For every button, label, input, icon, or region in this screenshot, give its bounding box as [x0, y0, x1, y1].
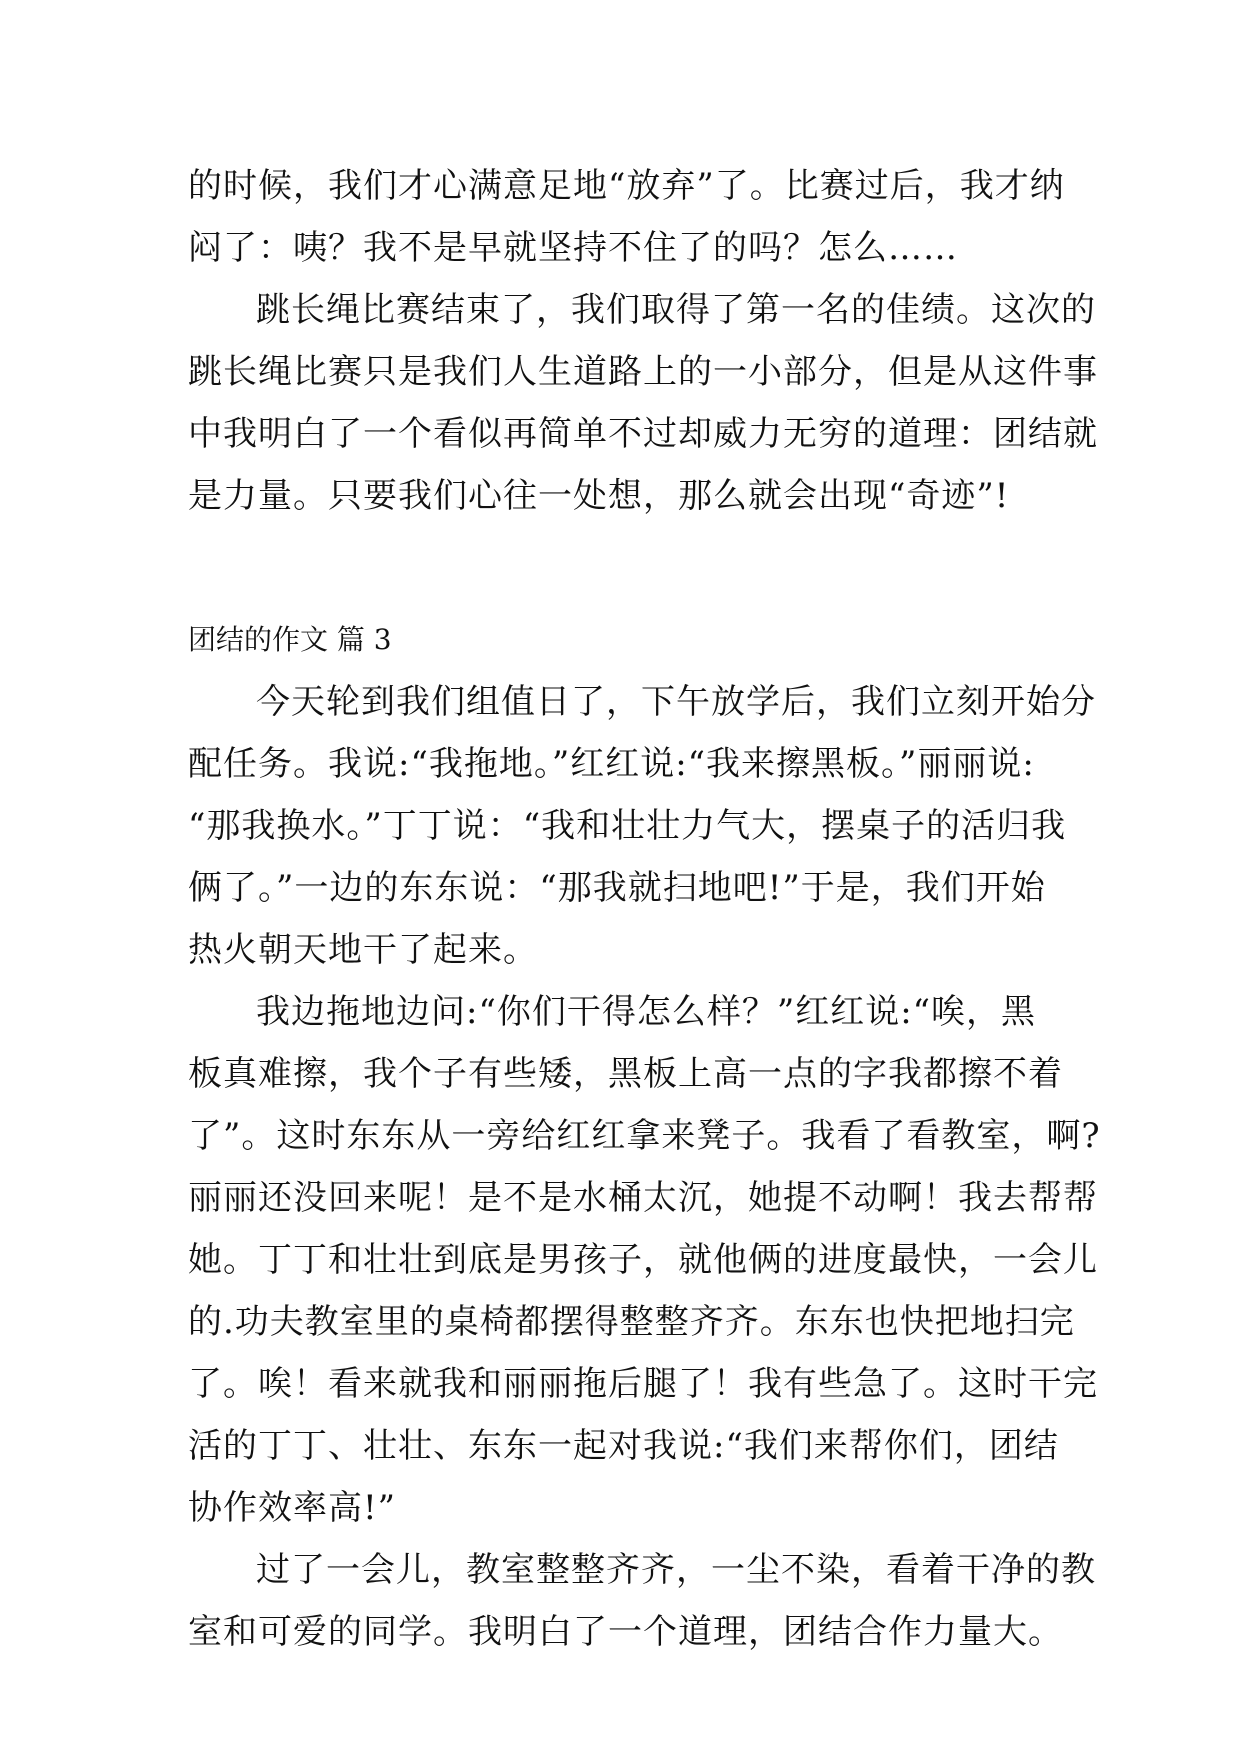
- text-line: 她。丁丁和壮壮到底是男孩子，就他俩的进度最快，一会儿: [188, 1240, 1098, 1280]
- text-line: 跳长绳比赛结束了，我们取得了第一名的佳绩。这次的: [256, 290, 1096, 330]
- text-line: 闷了：咦？我不是早就坚持不住了的吗？怎么……: [188, 228, 958, 268]
- paragraph-3: [188, 671, 1096, 981]
- text-line: 了。唉！看来就我和丽丽拖后腿了！我有些急了。这时干完: [188, 1364, 1098, 1404]
- text-line: 的.功夫教室里的桌椅都摆得整整齐齐。东东也快把地扫完: [188, 1302, 1075, 1342]
- text-line: 过了一会儿，教室整整齐齐，一尘不染，看着干净的教: [256, 1550, 1096, 1590]
- text-line: “那我换水。”丁丁说：“我和壮壮力气大，摆桌子的活归我: [188, 806, 1067, 846]
- text-line: 丽丽还没回来呢！是不是水桶太沉，她提不动啊！我去帮帮: [188, 1178, 1098, 1218]
- text-line: 是力量。只要我们心往一处想，那么就会出现“奇迹”!: [188, 476, 1010, 516]
- paragraph-1: [188, 155, 1066, 279]
- text-line: 热火朝天地干了起来。: [188, 930, 538, 970]
- text-line: 我边拖地边问:“你们干得怎么样？”红红说:“唉，黑: [256, 992, 1037, 1032]
- text-line: 今天轮到我们组值日了，下午放学后，我们立刻开始分: [256, 682, 1096, 722]
- text-line: 协作效率高!”: [188, 1488, 397, 1528]
- text-line: 跳长绳比赛只是我们人生道路上的一小部分，但是从这件事: [188, 352, 1098, 392]
- text-line: 室和可爱的同学。我明白了一个道理，团结合作力量大。: [188, 1612, 1063, 1652]
- text-line: 中我明白了一个看似再简单不过却威力无穷的道理：团结就: [188, 414, 1098, 454]
- paragraph-5: [188, 1539, 1096, 1663]
- document-page: [188, 155, 1101, 1663]
- text-line: 板真难擦，我个子有些矮，黑板上高一点的字我都擦不着: [188, 1054, 1063, 1094]
- section-heading: 团结的作文 篇 3: [188, 623, 392, 656]
- text-line: 配任务。我说:“我拖地。”红红说:“我来擦黑板。”丽丽说:: [188, 744, 1035, 784]
- text-line: 活的丁丁、壮壮、东东一起对我说:“我们来帮你们，团结: [188, 1426, 1059, 1466]
- paragraph-4: [188, 981, 1101, 1539]
- text-line: 的时候，我们才心满意足地“放弃”了。比赛过后，我才纳: [188, 166, 1065, 206]
- text-line: 了”。这时东东从一旁给红红拿来凳子。我看了看教室，啊?: [188, 1116, 1101, 1156]
- paragraph-2: [188, 279, 1098, 527]
- text-line: 俩了。”一边的东东说：“那我就扫地吧!”于是，我们开始: [188, 868, 1046, 908]
